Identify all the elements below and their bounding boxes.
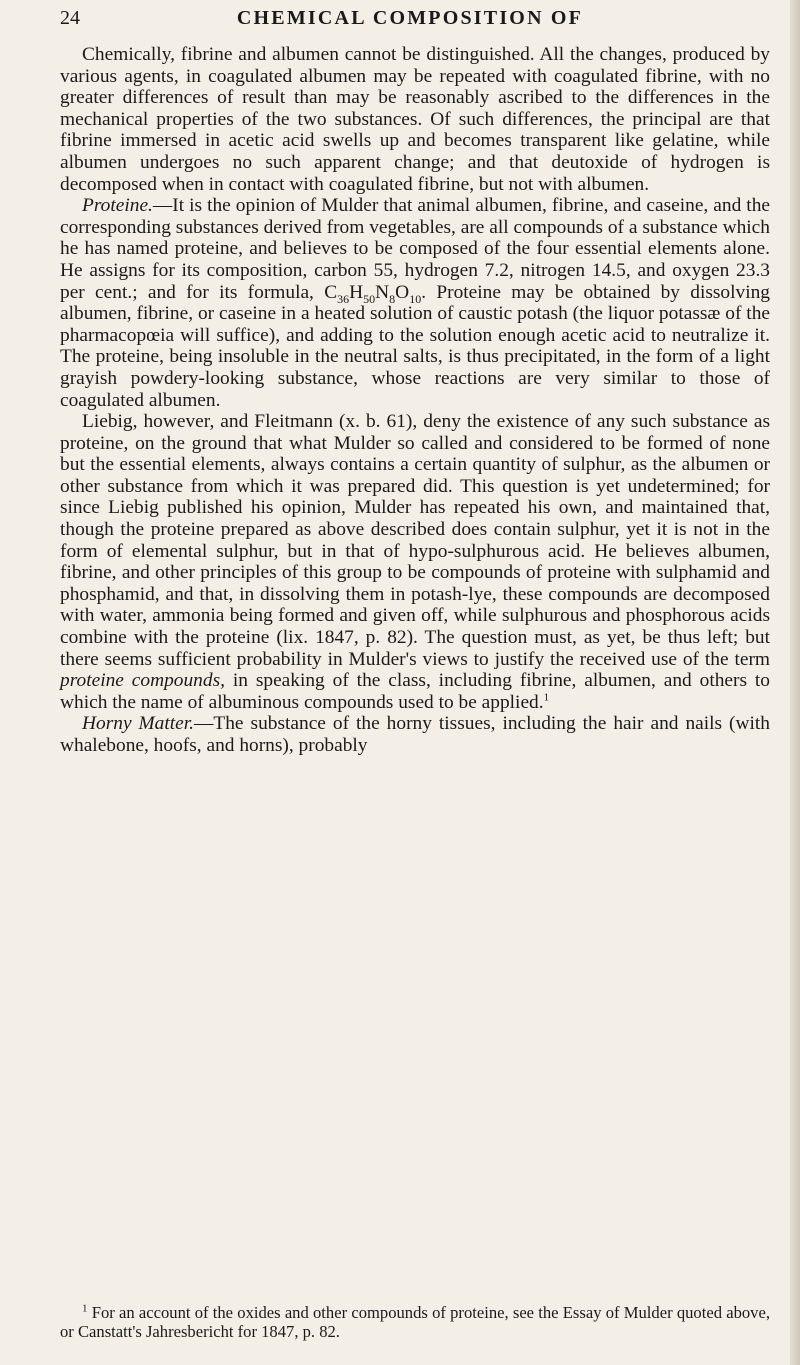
footnote-text: For an account of the oxides and other compounds of proteine, see the Essay of Mulder quoted above, or Canstatt's Jahresbericht for 1847, p. 82. — [60, 1303, 770, 1341]
formula-oxygen-count: 10 — [409, 291, 422, 306]
section-lead-proteine: Proteine. — [82, 195, 153, 217]
running-head — [60, 7, 770, 37]
paragraph-text: —The substance of the horny tissues, including the hair and nails (with whalebone, hoofs, and horns), probably — [60, 713, 770, 756]
formula-carbon: C — [324, 281, 338, 303]
formula-hydrogen: H — [349, 281, 364, 303]
paragraph-text: —It is the opinion of Mulder that animal albumen, fibrine, and caseine, and the corresponding substances derived from vegetables, are all compounds of a substance which he has named proteine, and believes to be composed of the four essential elements alone. He assigns for its composition, carbon 55, hydrogen 7.2, nitrogen 14.5, and oxygen 23.3 per cent.; and for its formula, — [60, 195, 770, 303]
running-title: CHEMICAL COMPOSITION OF — [236, 7, 584, 29]
book-page — [60, 0, 770, 1365]
footnote-reference[interactable]: 1 — [543, 691, 550, 704]
page-number: 24 — [60, 7, 80, 29]
formula-nitrogen-count: 8 — [389, 291, 396, 306]
paragraph-liebig — [60, 411, 770, 713]
paragraph-text: in speaking of the class, including fibrine, albumen, and others to which the name of albuminous compounds used to be applied. — [60, 670, 770, 713]
section-lead-horny-matter: Horny Matter. — [82, 713, 194, 735]
footnote — [60, 1303, 770, 1341]
chemical-formula — [324, 281, 422, 306]
paragraph-text: . Proteine may be obtained by dissolving albumen, fibrine, or caseine in a heated solution of caustic potash (the liquor potassæ of the pharmacopœia will suffice), and adding to the solution enough acetic acid to neutralize it. The proteine, being insoluble in the neutral salts, is thus precipitated, in the form of a light grayish powdery-looking substance, whose reactions are very similar to those of coagulated albumen. — [60, 281, 770, 411]
paragraph-text: Chemically, fibrine and albumen cannot be distinguished. All the changes, produced by various agents, in coagulated albumen may be repeated with coagulated fibrine, with no greater differences of result than may be reasonably ascribed to the differences in the mechanical properties of the two substances. Of such differences, the principal are that fibrine immersed in acetic acid swells up and becomes transparent like gelatine, while albumen undergoes no such apparent change; and that deutoxide of hydrogen is decomposed when in contact with coagulated fibrine, but not with albumen. — [60, 44, 770, 195]
body-text — [60, 44, 770, 757]
paragraph-horny-matter — [60, 713, 770, 756]
page-edge — [790, 0, 800, 1365]
footnote-mark: 1 — [82, 1302, 88, 1315]
paragraph-fibrine-albumen — [60, 44, 770, 195]
formula-carbon-count: 36 — [337, 291, 350, 306]
emphasis-proteine-compounds: proteine compounds, — [60, 670, 225, 692]
paragraph-proteine — [60, 195, 770, 411]
formula-nitrogen: N — [375, 281, 390, 303]
formula-oxygen: O — [395, 281, 410, 303]
formula-hydrogen-count: 50 — [363, 291, 376, 306]
footnote-text-block — [60, 1303, 770, 1341]
paragraph-text: Liebig, however, and Fleitmann (x. b. 61), deny the existence of any such substance as proteine, on the ground that what Mulder so called and considered to be formed of none but the essential elements, always contains a certain quantity of sulphur, as the albumen or other substance from which it was prepared did. This question is yet undetermined; for since Liebig published his opinion, Mulder has repeated his own, and maintained that, though the proteine prepared as above described does contain sulphur, yet it is not in the form of elemental sulphur, but in that of hypo-sulphurous acid. He believes albumen, fibrine, and other principles of this group to be compounds of proteine with sulphamid and phosphamid, and that, in dissolving them in potash-lye, these compounds are decomposed with water, ammonia being formed and given off, while sulphurous and phosphorous acids combine with the proteine (lix. 1847, p. 82). The question must, as yet, be thus left; but there seems sufficient probability in Mulder's views to justify the received use of the term — [60, 411, 770, 670]
